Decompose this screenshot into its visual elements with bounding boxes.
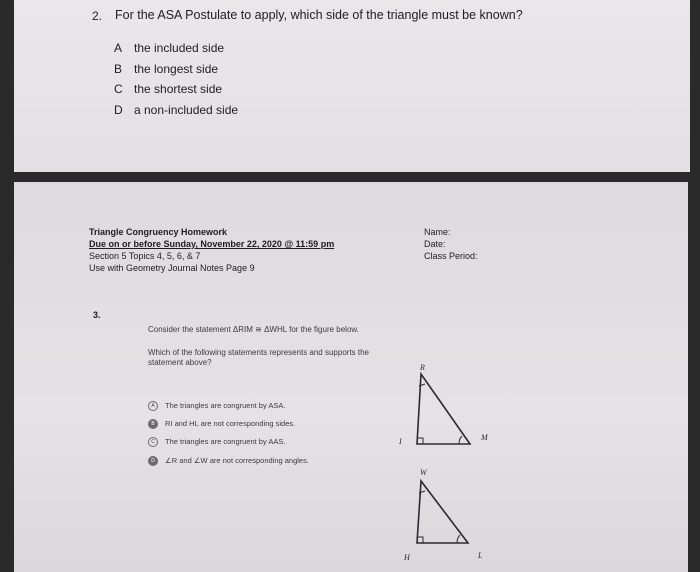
option-letter: A [114, 41, 123, 55]
option-d-bubble[interactable]: D [148, 456, 158, 466]
question-3-number: 3. [93, 310, 101, 320]
vertex-label-m: M [481, 433, 488, 442]
date-label: Date: [424, 239, 446, 249]
option-letter: D [114, 103, 123, 117]
question-3-prompt-line-2: statement above? [148, 358, 212, 367]
vertex-label-r: R [420, 363, 425, 372]
homework-title: Triangle Congruency Homework [89, 227, 228, 237]
homework-use-with: Use with Geometry Journal Notes Page 9 [89, 263, 255, 273]
question-2-text: For the ASA Postulate to apply, which side of the triangle must be known? [115, 8, 523, 22]
option-text: The triangles are congruent by ASA. [165, 401, 286, 410]
option-letter: B [114, 62, 123, 76]
class-period-label: Class Period: [424, 251, 478, 261]
triangle-whl [417, 481, 468, 543]
option-letter: C [114, 82, 123, 96]
option-c-bubble[interactable]: C [148, 437, 158, 447]
homework-due-date: Due on or before Sunday, November 22, 2020 @ 11:59 pm [89, 239, 335, 249]
option-text: the longest side [134, 62, 219, 76]
vertex-label-i: I [399, 437, 402, 446]
homework-section: Section 5 Topics 4, 5, 6, & 7 [89, 251, 201, 261]
option-text: RI and HL are not corresponding sides. [165, 419, 296, 428]
option-text: the shortest side [134, 82, 223, 96]
option-text: ∠R and ∠W are not corresponding angles. [165, 456, 309, 465]
vertex-label-w: W [420, 468, 427, 477]
vertex-label-l: L [478, 551, 483, 560]
option-a-bubble[interactable]: A [148, 401, 158, 411]
question-3-prompt-line-1: Which of the following statements represents and supports the [148, 348, 370, 357]
question-3-statement: Consider the statement ΔRIM ≅ ΔWHL for the figure below. [148, 325, 359, 334]
option-text: a non-included side [134, 103, 239, 117]
name-label: Name: [424, 227, 451, 237]
option-b-bubble[interactable]: B [148, 419, 158, 429]
option-text: The triangles are congruent by AAS. [165, 437, 286, 446]
question-2-number: 2. [92, 9, 103, 23]
vertex-label-h: H [404, 553, 410, 562]
option-text: the included side [134, 41, 225, 55]
triangle-rim [417, 374, 470, 444]
